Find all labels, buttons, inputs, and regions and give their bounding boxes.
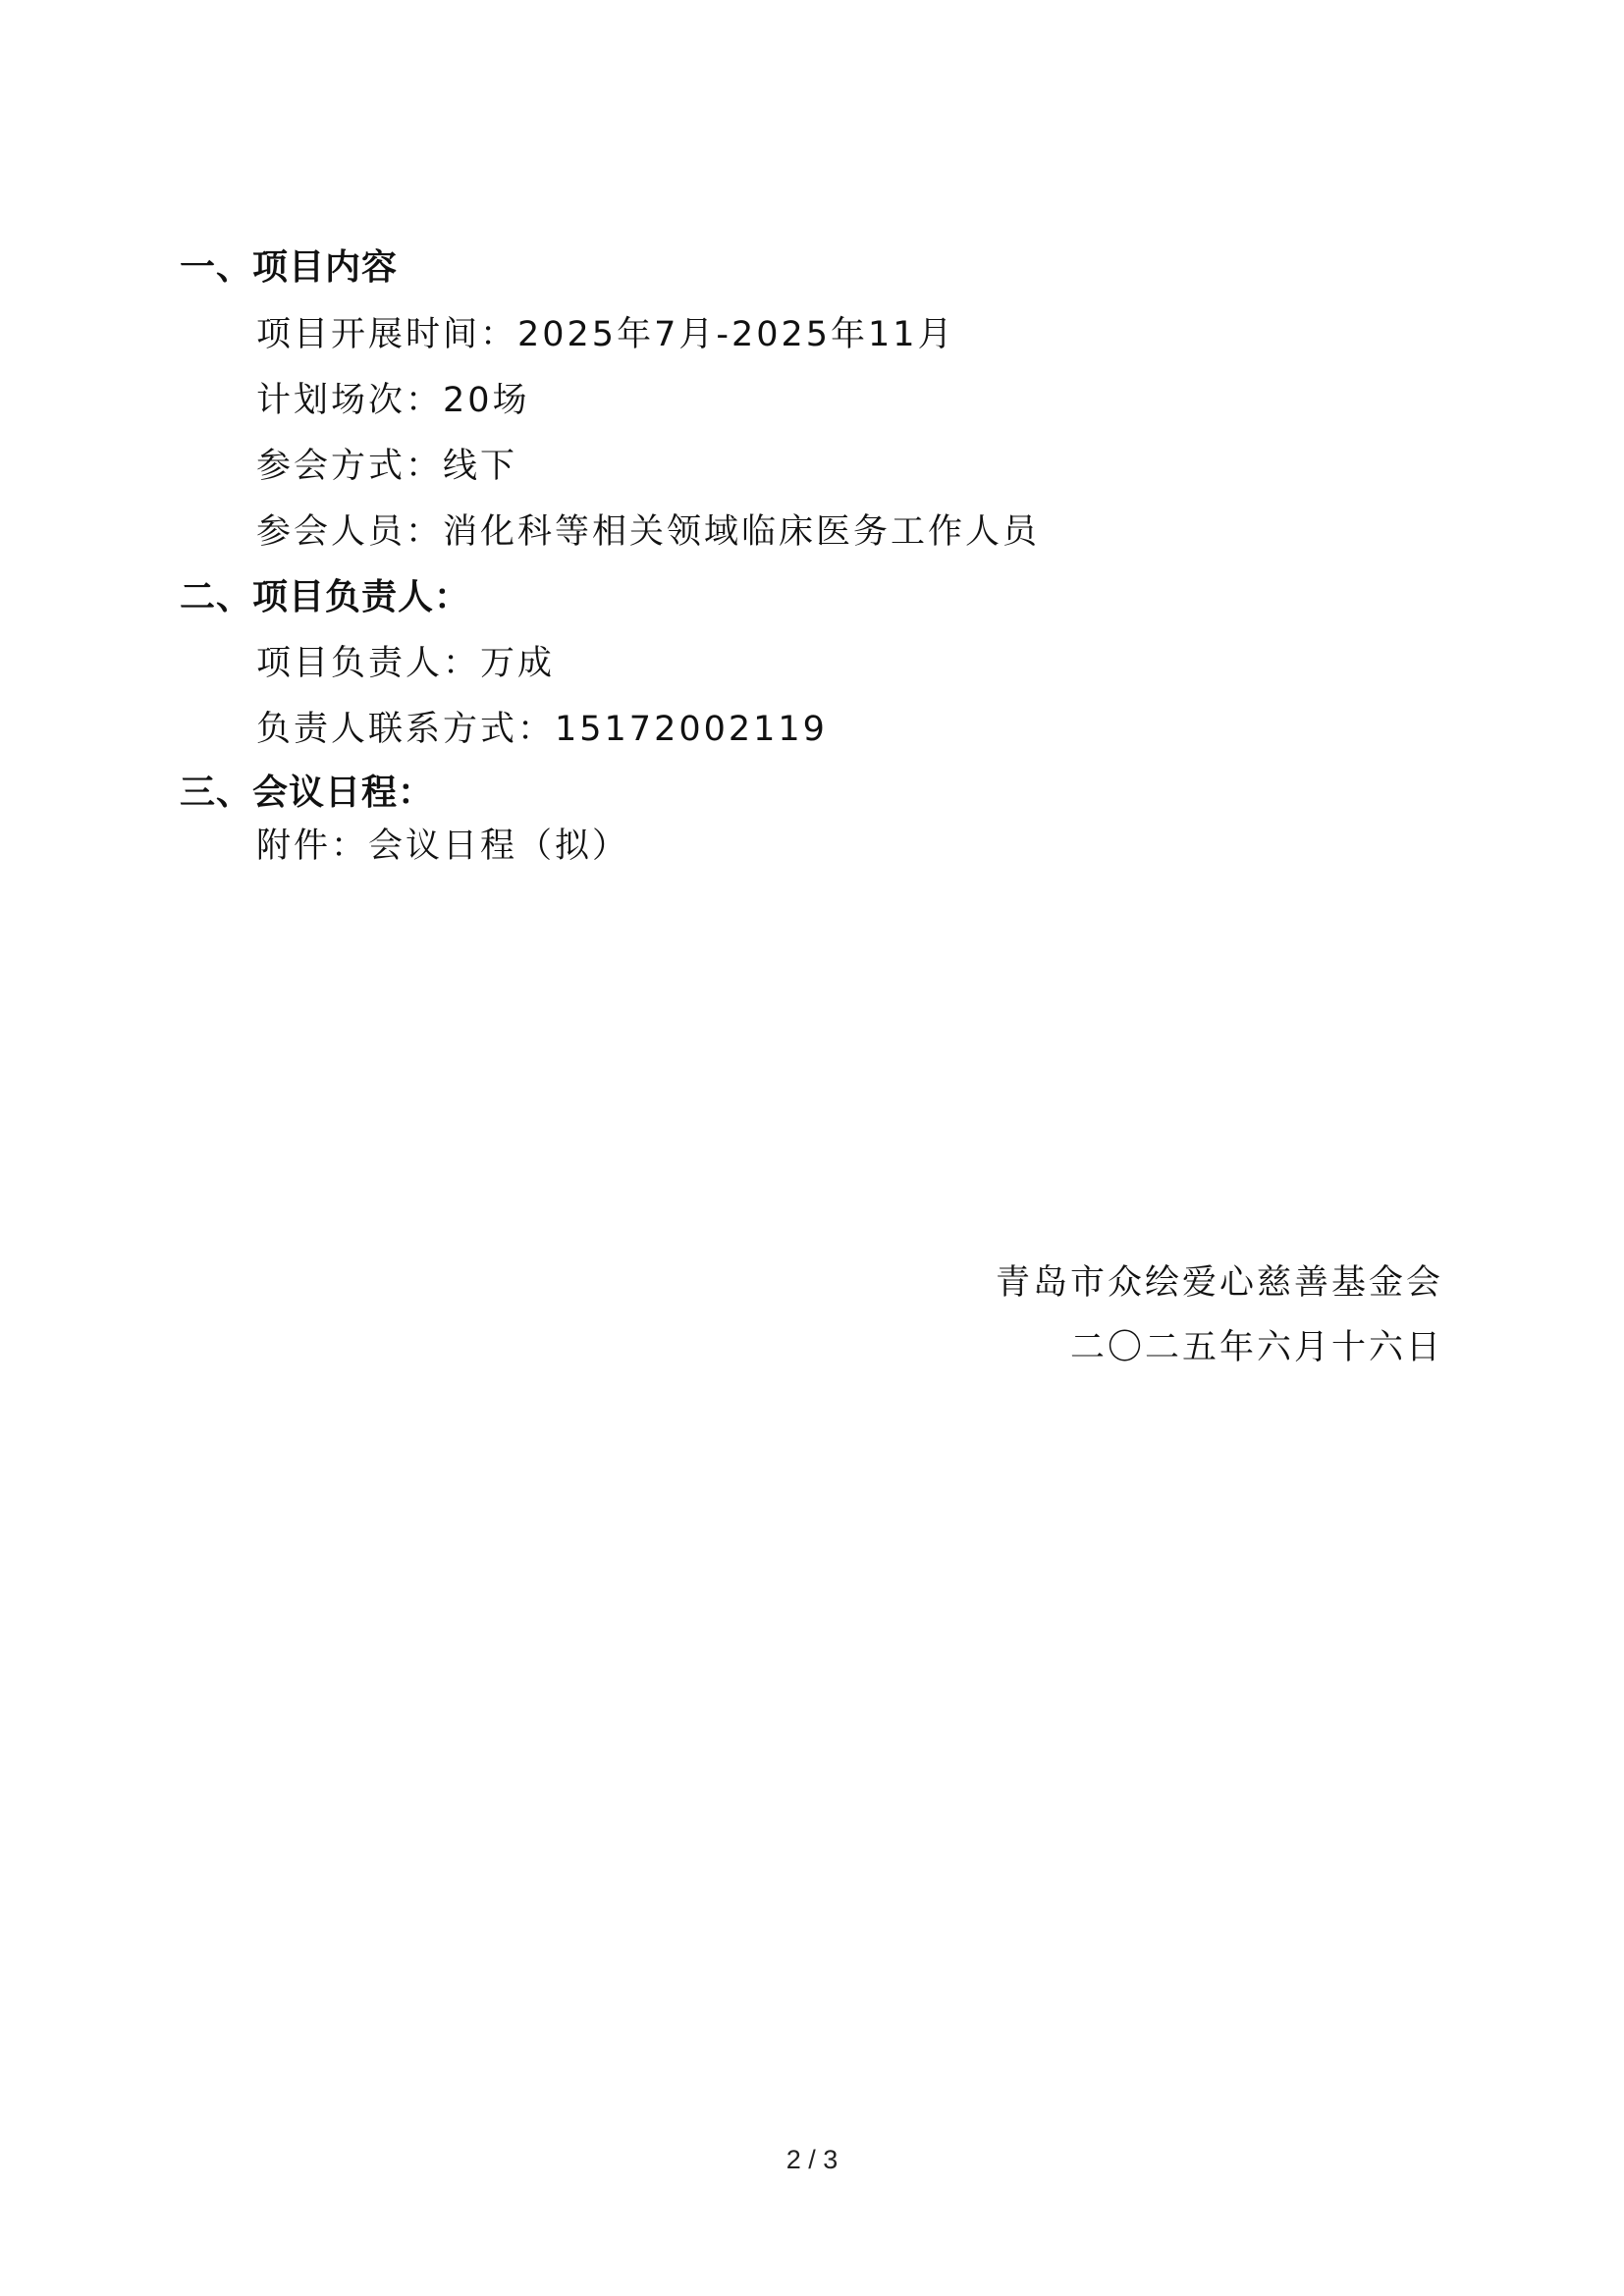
project-lead-line: 项目负责人：万成: [256, 644, 556, 683]
planned-sessions-line: 计划场次：20场: [256, 381, 530, 420]
project-period-line: 项目开展时间：2025年7月-2025年11月: [256, 315, 955, 354]
page-number: 2 / 3: [785, 2145, 839, 2174]
signature-date: 二〇二五年六月十六日: [1069, 1328, 1443, 1367]
section-heading-project-lead: 二、项目负责人：: [180, 577, 471, 617]
attachment-line: 附件：会议日程（拟）: [256, 827, 630, 866]
section-heading-project-content: 一、项目内容: [180, 247, 399, 288]
signature-organization: 青岛市众绘爱心慈善基金会: [995, 1263, 1443, 1303]
lead-contact-line: 负责人联系方式：15172002119: [256, 710, 828, 749]
participants-line: 参会人员：消化科等相关领域临床医务工作人员: [256, 512, 1041, 552]
attendance-mode-line: 参会方式：线下: [256, 447, 518, 486]
section-heading-agenda: 三、会议日程：: [180, 773, 435, 813]
